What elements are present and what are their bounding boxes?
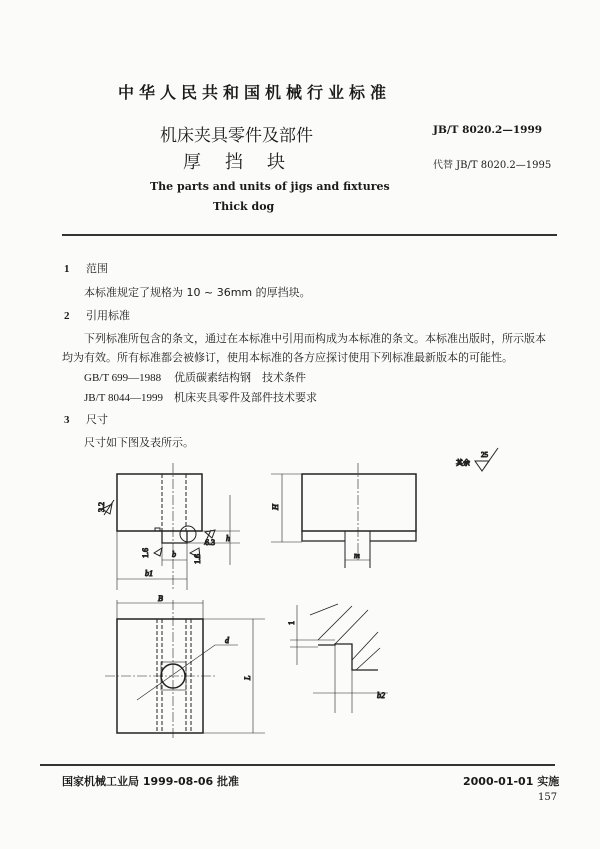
svg-text:m: m — [354, 551, 360, 560]
svg-text:其余: 其余 — [456, 459, 470, 467]
svg-text:1.6: 1.6 — [141, 548, 150, 558]
section-3-text: 尺寸如下图及表所示。 — [84, 436, 194, 449]
title-cn: 机床夹具零件及部件 — [160, 126, 313, 146]
side-view — [271, 463, 416, 568]
title-en: The parts and units of jigs and fixtures — [150, 180, 390, 193]
section-1-text: 本标准规定了规格为 10 ~ 36mm 的厚挡块。 — [84, 286, 311, 299]
section-number: 2 — [64, 310, 70, 322]
reference-code: GB/T 699—1988 — [84, 372, 162, 384]
approval-info: 国家机械工业局 1999-08-06 批准 — [62, 775, 240, 788]
svg-text:3.2: 3.2 — [97, 502, 106, 512]
roughness-rest-symbol — [456, 448, 498, 471]
standard-code: JB/T 8020.2—1999 — [433, 124, 543, 136]
technical-drawing — [0, 440, 600, 760]
svg-text:b2: b2 — [377, 691, 385, 700]
replaces-standard: 代替 JB/T 8020.2—1995 — [433, 160, 552, 171]
reference-2 — [84, 389, 317, 405]
front-view — [97, 463, 240, 590]
footer-divider — [40, 764, 555, 766]
svg-text:b: b — [172, 550, 176, 559]
svg-text:b1: b1 — [145, 569, 153, 578]
section-1-heading — [64, 260, 108, 276]
section-2-text-1: 下列标准所包含的条文，通过在本标准中引用而构成为本标准的条文。本标准出版时，所示版本 — [84, 332, 546, 345]
section-title: 范围 — [86, 262, 108, 275]
subtitle-en: Thick dog — [213, 200, 275, 213]
detail-view — [287, 604, 388, 713]
section-2-text-2: 均为有效。所有标准都会被修订，使用本标准的各方应探讨使用下列标准最新版本的可能性。 — [62, 351, 513, 364]
section-number: 3 — [64, 414, 70, 426]
svg-text:1.6: 1.6 — [193, 554, 202, 564]
svg-text:d: d — [225, 636, 229, 645]
section-2-heading — [64, 307, 130, 323]
svg-text:25: 25 — [481, 451, 488, 459]
reference-title: 机床夹具零件及部件技术要求 — [174, 391, 317, 404]
header-divider — [62, 234, 557, 236]
reference-code: JB/T 8044—1999 — [84, 392, 163, 404]
top-view — [105, 594, 265, 740]
section-number: 1 — [64, 263, 70, 275]
svg-text:6.3: 6.3 — [205, 538, 215, 547]
section-title: 引用标准 — [86, 309, 130, 322]
svg-text:H: H — [271, 504, 280, 510]
svg-text:h: h — [226, 534, 230, 543]
subtitle-cn: 厚挡块 — [183, 152, 309, 173]
svg-text:1: 1 — [287, 621, 296, 625]
svg-text:L: L — [243, 675, 252, 680]
reference-1 — [84, 369, 306, 385]
page-number: 157 — [538, 792, 558, 803]
section-3-heading — [64, 411, 108, 427]
effective-date: 2000-01-01 实施 — [463, 775, 560, 788]
reference-title: 优质碳素结构钢 技术条件 — [174, 371, 306, 384]
svg-text:B: B — [158, 594, 163, 603]
section-title: 尺寸 — [86, 413, 108, 426]
issuing-organization: 中华人民共和国机械行业标准 — [118, 83, 392, 102]
